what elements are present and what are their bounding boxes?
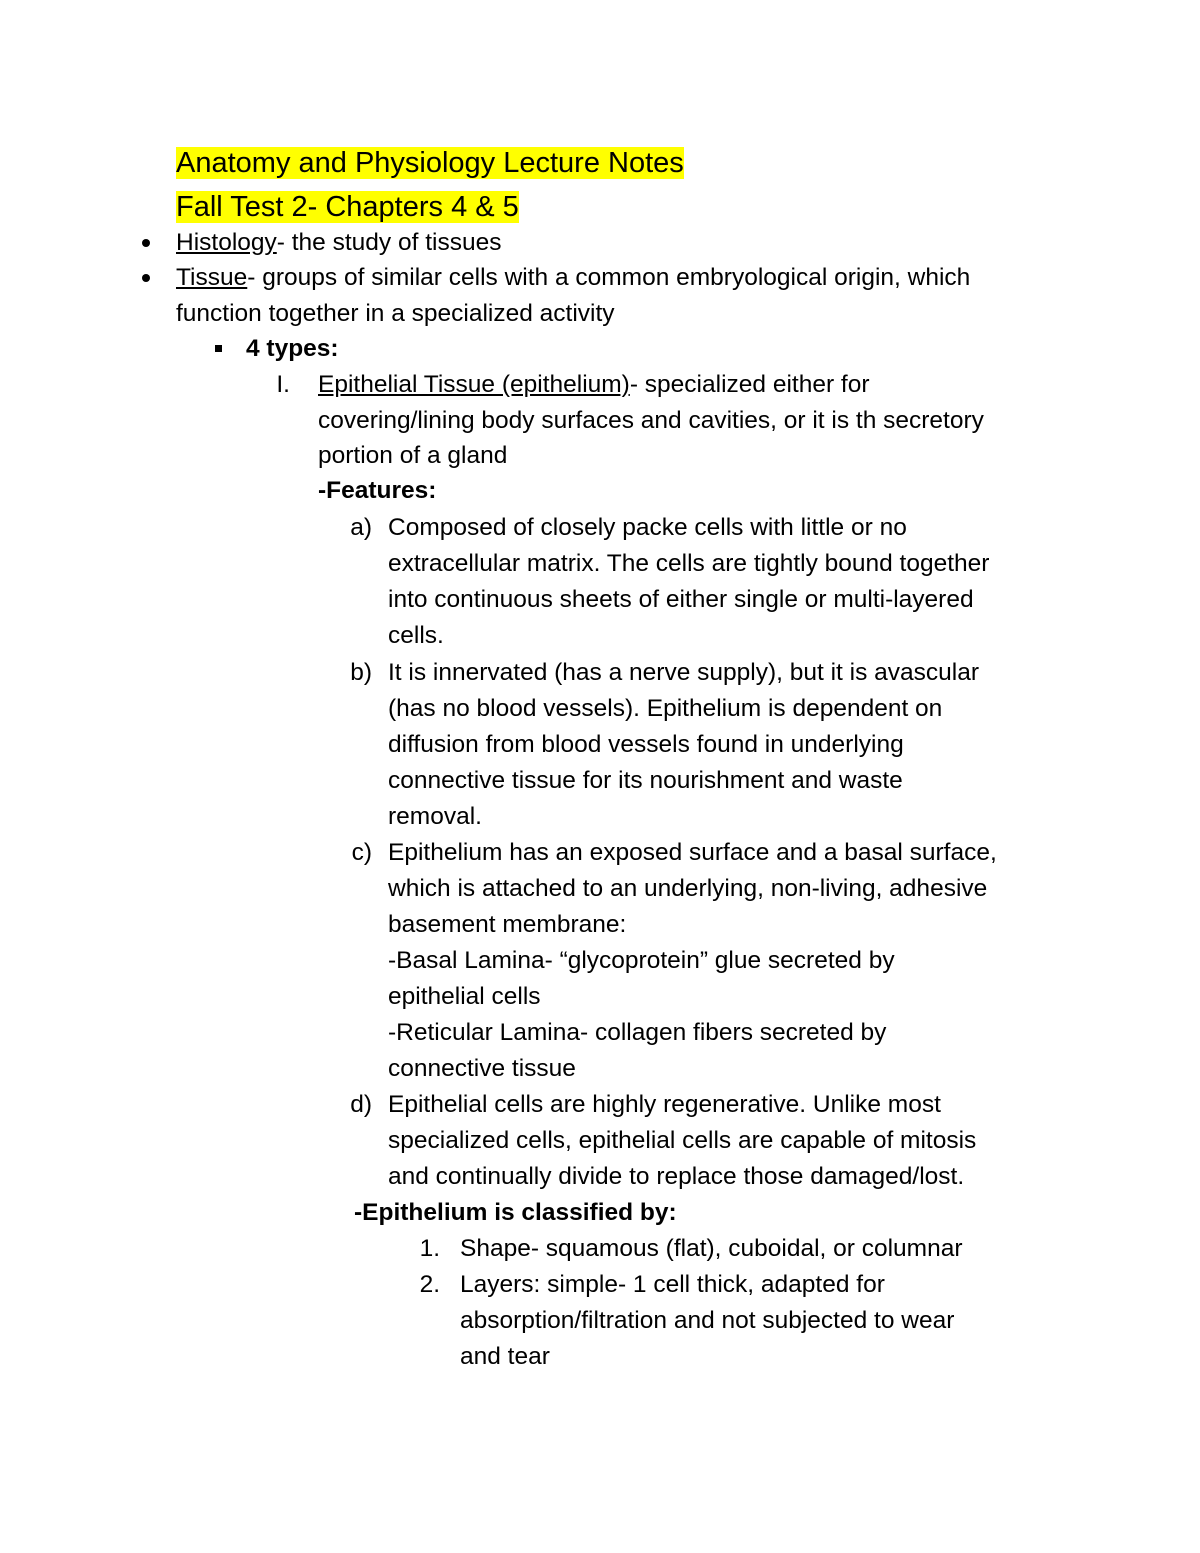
features-heading-row	[0, 473, 1200, 509]
list-item	[0, 225, 1200, 261]
bullet-text-cont: function together in a specialized activity	[176, 300, 615, 327]
letter-marker: d)	[350, 1091, 372, 1118]
class-text: Shape- squamous (flat), cuboidal, or columnar	[460, 1235, 963, 1262]
list-item-continuation	[0, 1159, 1200, 1195]
subtitle-text: Fall Test 2- Chapters 4 & 5	[176, 191, 519, 223]
feature-text: epithelial cells	[388, 983, 541, 1010]
type-text-cont: covering/lining body surfaces and cavities, or it is th secretory	[318, 407, 984, 434]
list-item-continuation	[0, 691, 1200, 727]
bullet-dot-icon	[142, 239, 150, 247]
feature-text: specialized cells, epithelial cells are capable of mitosis	[388, 1127, 977, 1154]
bullet-dot-icon	[142, 274, 150, 282]
feature-text: Epithelium has an exposed surface and a basal surface,	[388, 839, 997, 866]
definition-histology: - the study of tissues	[276, 229, 502, 256]
type-text-cont: portion of a gland	[318, 442, 508, 469]
list-item	[0, 1231, 1200, 1267]
number-marker: 1.	[419, 1235, 440, 1262]
list-item	[0, 835, 1200, 871]
types-heading: 4 types:	[246, 335, 339, 362]
class-text: Layers: simple- 1 cell thick, adapted for	[460, 1271, 885, 1298]
list-item-continuation	[0, 403, 1200, 439]
feature-text: It is innervated (has a nerve supply), but it is avascular	[388, 659, 980, 686]
list-item-continuation	[0, 1123, 1200, 1159]
list-item-continuation	[0, 546, 1200, 582]
features-heading: -Features:	[318, 477, 437, 504]
document-subtitle	[176, 186, 519, 228]
feature-text: diffusion from blood vessels found in underlying	[388, 731, 904, 758]
list-item	[0, 510, 1200, 546]
class-text: absorption/filtration and not subjected to wear	[460, 1307, 955, 1334]
list-item-continuation	[0, 943, 1200, 979]
roman-marker: I.	[276, 371, 290, 398]
list-item-continuation	[0, 907, 1200, 943]
term-tissue: Tissue	[176, 264, 248, 291]
list-item	[0, 1267, 1200, 1303]
list-item-continuation	[0, 1303, 1200, 1339]
letter-marker: a)	[350, 514, 372, 541]
feature-text: connective tissue for its nourishment and waste	[388, 767, 903, 794]
feature-text: cells.	[388, 622, 444, 649]
feature-text: which is attached to an underlying, non-living, adhesive	[388, 875, 988, 902]
bullet-text	[176, 260, 970, 296]
list-item	[0, 655, 1200, 691]
feature-text: -Reticular Lamina- collagen fibers secreted by	[388, 1019, 887, 1046]
list-item	[0, 260, 1200, 296]
list-item	[0, 367, 1200, 403]
term-histology: Histology	[176, 229, 277, 256]
title-text: Anatomy and Physiology Lecture Notes	[176, 147, 684, 179]
list-item-continuation	[0, 1339, 1200, 1375]
list-item	[0, 1087, 1200, 1123]
feature-text: basement membrane:	[388, 911, 627, 938]
definition-tissue: - groups of similar cells with a common embryological origin, which	[247, 264, 971, 291]
feature-text: (has no blood vessels). Epithelium is dependent on	[388, 695, 943, 722]
document-title	[176, 142, 684, 184]
feature-text: into continuous sheets of either single or multi-layered	[388, 586, 974, 613]
list-item-continuation	[0, 727, 1200, 763]
feature-text: -Basal Lamina- “glycoprotein” glue secreted by	[388, 947, 895, 974]
term-epithelial: Epithelial Tissue (epithelium)	[318, 371, 630, 398]
list-item-continuation	[0, 763, 1200, 799]
bullet-text	[176, 225, 501, 261]
list-item-continuation	[0, 438, 1200, 474]
list-item-continuation	[0, 582, 1200, 618]
feature-text: Composed of closely packe cells with little or no	[388, 514, 907, 541]
square-bullet-icon	[215, 345, 222, 352]
list-item-continuation	[0, 979, 1200, 1015]
list-item-continuation	[0, 1051, 1200, 1087]
list-item-continuation	[0, 871, 1200, 907]
letter-marker: c)	[351, 839, 372, 866]
feature-text: extracellular matrix. The cells are tightly bound together	[388, 550, 990, 577]
definition-epithelial: - specialized either for	[629, 371, 870, 398]
classified-heading: -Epithelium is classified by:	[354, 1199, 677, 1226]
list-item-continuation	[0, 296, 1200, 332]
letter-marker: b)	[350, 659, 372, 686]
list-item-continuation	[0, 618, 1200, 654]
feature-text: Epithelial cells are highly regenerative. Unlike most	[388, 1091, 941, 1118]
classified-heading-row	[0, 1195, 1200, 1231]
list-item-continuation	[0, 799, 1200, 835]
feature-text: and continually divide to replace those damaged/lost.	[388, 1163, 965, 1190]
list-item-continuation	[0, 1015, 1200, 1051]
feature-text: removal.	[388, 803, 482, 830]
feature-text: connective tissue	[388, 1055, 576, 1082]
class-text: and tear	[460, 1343, 550, 1370]
number-marker: 2.	[419, 1271, 440, 1298]
type-text	[318, 367, 870, 403]
list-item	[0, 331, 1200, 367]
